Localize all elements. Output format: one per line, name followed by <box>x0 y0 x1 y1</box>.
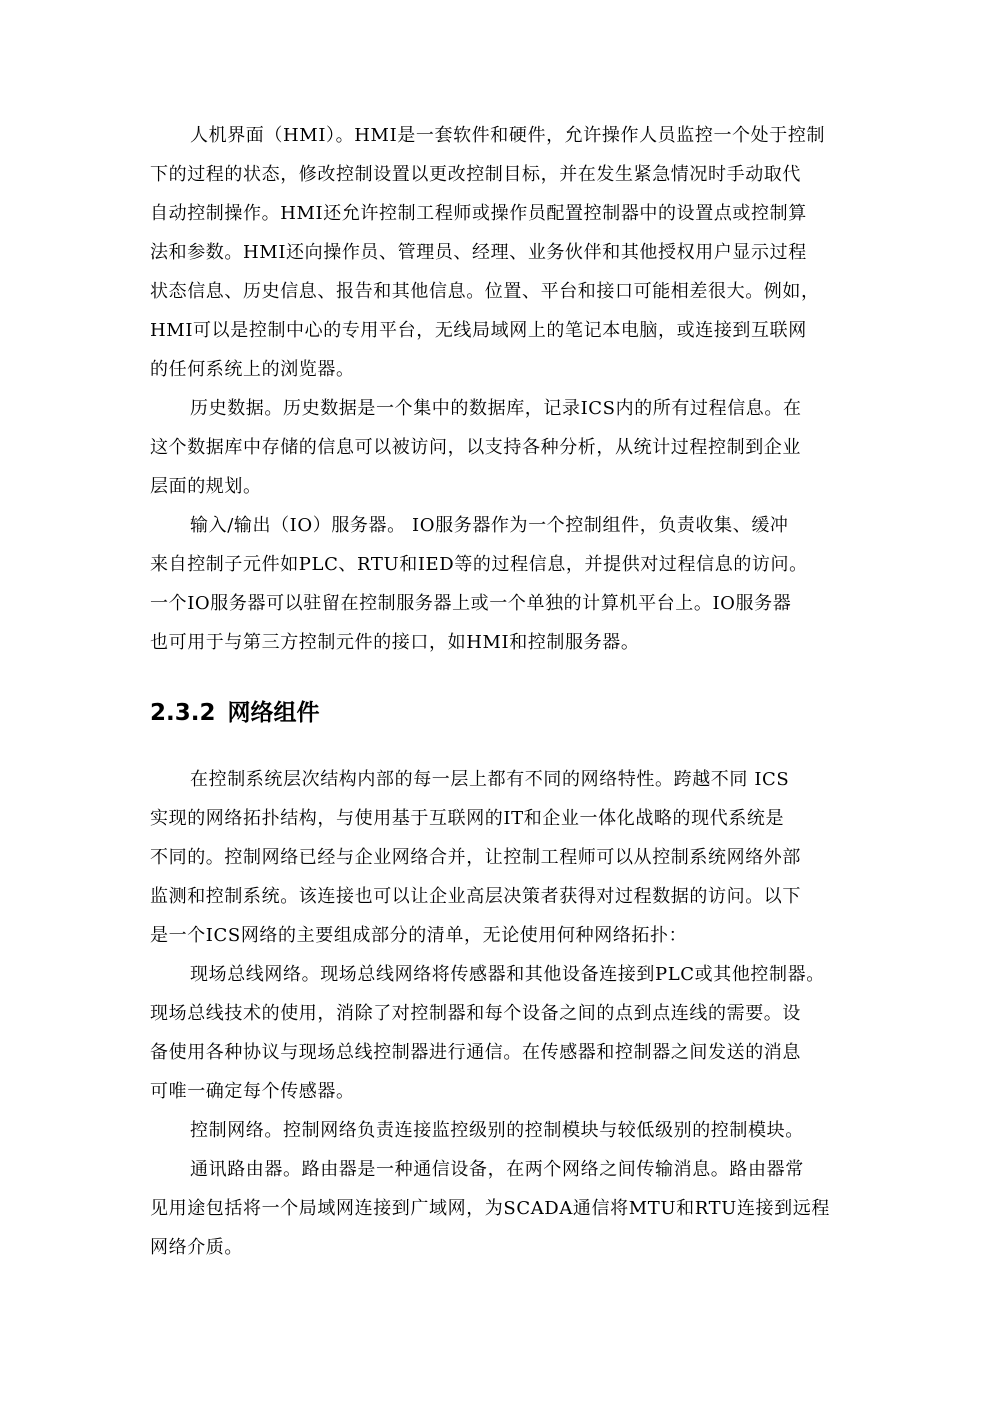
paragraph-line: 人机界面（HMI）。HMI是一套软件和硬件，允许操作人员监控一个处于控制 <box>190 125 826 146</box>
section-number: 2.3.2 <box>150 700 216 726</box>
paragraph-line: 备使用各种协议与现场总线控制器进行通信。在传感器和控制器之间发送的消息 <box>150 1042 801 1063</box>
paragraph-line: 监测和控制系统。该连接也可以让企业高层决策者获得对过程数据的访问。以下 <box>150 886 801 907</box>
paragraph-line: HMI可以是控制中心的专用平台，无线局域网上的笔记本电脑，或连接到互联网 <box>150 320 807 341</box>
paragraph-line: 实现的网络拓扑结构，与使用基于互联网的IT和企业一体化战略的现代系统是 <box>150 808 785 829</box>
paragraph-line: 现场总线网络。现场总线网络将传感器和其他设备连接到PLC或其他控制器。 <box>190 964 825 985</box>
paragraph-line: 历史数据。历史数据是一个集中的数据库，记录ICS内的所有过程信息。在 <box>190 398 802 419</box>
paragraph-line: 的任何系统上的浏览器。 <box>150 359 355 380</box>
paragraph-line: 自动控制操作。HMI还允许控制工程师或操作员配置控制器中的设置点或控制算 <box>150 203 807 224</box>
paragraph-line: 一个IO服务器可以驻留在控制服务器上或一个单独的计算机平台上。IO服务器 <box>150 593 792 614</box>
paragraph-line: 可唯一确定每个传感器。 <box>150 1081 355 1102</box>
paragraph-line: 控制网络。控制网络负责连接监控级别的控制模块与较低级别的控制模块。 <box>190 1120 804 1141</box>
paragraph-line: 层面的规划。 <box>150 476 262 497</box>
paragraph-line: 下的过程的状态，修改控制设置以更改控制目标，并在发生紧急情况时手动取代 <box>150 164 801 185</box>
paragraph-line: 这个数据库中存储的信息可以被访问，以支持各种分析，从统计过程控制到企业 <box>150 437 801 458</box>
paragraph-line: 也可用于与第三方控制元件的接口，如HMI和控制服务器。 <box>150 632 640 653</box>
section-heading <box>150 698 320 728</box>
paragraph-line: 不同的。控制网络已经与企业网络合并，让控制工程师可以从控制系统网络外部 <box>150 847 801 868</box>
paragraph-line: 通讯路由器。路由器是一种通信设备，在两个网络之间传输消息。路由器常 <box>190 1159 804 1180</box>
paragraph-line: 状态信息、历史信息、报告和其他信息。位置、平台和接口可能相差很大。例如， <box>150 281 820 302</box>
paragraph-line: 是一个ICS网络的主要组成部分的清单，无论使用何种网络拓扑： <box>150 925 688 946</box>
paragraph-line: 在控制系统层次结构内部的每一层上都有不同的网络特性。跨越不同 ICS <box>190 769 790 790</box>
paragraph-line: 网络介质。 <box>150 1237 243 1258</box>
paragraph-line: 来自控制子元件如PLC、RTU和IED等的过程信息，并提供对过程信息的访问。 <box>150 554 808 575</box>
paragraph-line: 法和参数。HMI还向操作员、管理员、经理、业务伙伴和其他授权用户显示过程 <box>150 242 807 263</box>
paragraph-line: 现场总线技术的使用，消除了对控制器和每个设备之间的点到点连线的需要。设 <box>150 1003 801 1024</box>
paragraph-line: 见用途包括将一个局域网连接到广域网，为SCADA通信将MTU和RTU连接到远程 <box>150 1198 830 1219</box>
section-title: 网络组件 <box>227 700 320 726</box>
paragraph-line: 输入/输出（IO）服务器。 IO服务器作为一个控制组件，负责收集、缓冲 <box>190 515 789 536</box>
